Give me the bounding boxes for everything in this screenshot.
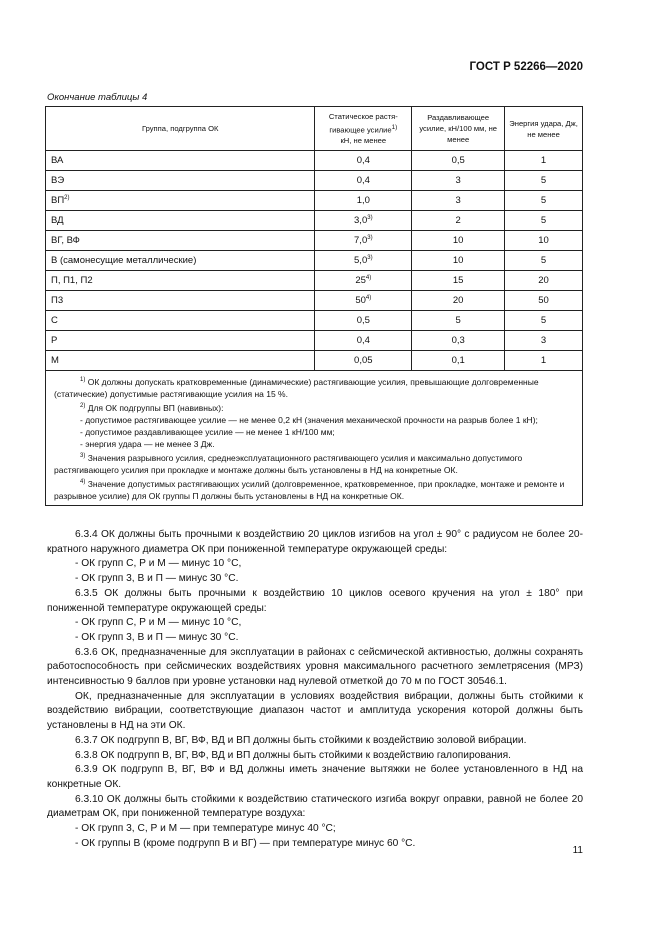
table-row — [46, 211, 583, 231]
cell-group: ВА — [46, 151, 315, 171]
paragraph-6-3-8: 6.3.8 ОК подгрупп В, ВГ, ВФ, ВД и ВП должны быть стойкими к воздействию галопирования. — [75, 749, 511, 761]
cell-crush: 20 — [412, 291, 505, 311]
table-row — [46, 191, 583, 211]
requirements-table — [45, 106, 583, 506]
cell-group: П, П1, П2 — [46, 271, 315, 291]
cell-impact: 3 — [505, 331, 583, 351]
page-number: 11 — [572, 845, 583, 856]
col-header-static-force: Статическое растя-гивающее усилие$^{1)}$ кН, не менее — [315, 107, 412, 151]
cell-crush: 3 — [412, 191, 505, 211]
cell-static: 50$^{4)}$ — [315, 291, 412, 311]
list-item: - ОК групп С, Р и М — минус 10 °С, — [75, 617, 242, 629]
table-header-row — [46, 107, 583, 151]
table-row — [46, 291, 583, 311]
cell-crush: 15 — [412, 271, 505, 291]
list-item: - ОК групп 3, В и П — минус 30 °С. — [75, 631, 239, 643]
footnote-2-item: - энергия удара — не менее 3 Дж. — [80, 439, 215, 450]
table-row — [46, 251, 583, 271]
footnote-2-item: - допустимое раздавливающее усилие — не менее 1 кН/100 мм; — [80, 427, 335, 438]
cell-group: В (самонесущие металлические) — [46, 251, 315, 271]
cell-group: П3 — [46, 291, 315, 311]
cell-impact: 10 — [505, 231, 583, 251]
cell-impact: 5 — [505, 311, 583, 331]
cell-impact: 1 — [505, 151, 583, 171]
cell-group: ВГ, ВФ — [46, 231, 315, 251]
paragraph-6-3-5: 6.3.5 ОК должны быть прочными к воздействию 10 циклов осевого кручения на угол ± 180° при пониженной температуре окружающей среды: — [47, 587, 583, 614]
list-item: - ОК групп 3, В и П — минус 30 °С. — [75, 573, 239, 585]
table-caption: Окончание таблицы 4 — [47, 92, 148, 103]
cell-group: ВП$^{2)}$ — [46, 191, 315, 211]
paragraph-6-3-9: 6.3.9 ОК подгрупп В, ВГ, ВФ и ВД должны иметь значение вытяжки не более установленного в НД на конкретные ОК. — [47, 764, 583, 790]
cell-crush: 0,5 — [412, 151, 505, 171]
body-text — [47, 528, 583, 851]
cell-static: 0,4 — [315, 171, 412, 191]
list-item: - ОК групп 3, С, Р и М — при температуре минус 40 °С; — [75, 823, 336, 835]
cell-crush: 0,1 — [412, 351, 505, 371]
paragraph-6-3-4: 6.3.4 ОК должны быть прочными к воздействию 20 циклов изгибов на угол ± 90° с радиусом не более 20-кратного наружного диаметра ОК при пониженной температуре окружающей среды: — [47, 529, 583, 555]
cell-static: 3,0$^{3)}$ — [315, 211, 412, 231]
cell-impact: 20 — [505, 271, 583, 291]
cell-crush: 2 — [412, 211, 505, 231]
table-notes-row — [46, 371, 583, 506]
cell-impact: 5 — [505, 171, 583, 191]
cell-crush: 10 — [412, 231, 505, 251]
table-row — [46, 171, 583, 191]
cell-impact: 5 — [505, 191, 583, 211]
footnote-2: $^{2)}$ Для ОК подгруппы ВП (навивных): — [80, 402, 224, 413]
footnote-3: $^{3)}$ Значения разрывного усилия, среднеэксплуатационного растягивающего усилия и максимально допустимого растягивающего усилия при прокладке и монтаже должны быть установлены в НД на конкретные ОК. — [54, 453, 523, 476]
cell-group: Р — [46, 331, 315, 351]
cell-group: ВЭ — [46, 171, 315, 191]
table-row — [46, 151, 583, 171]
list-item: - ОК групп С, Р и М — минус 10 °С, — [75, 558, 242, 570]
cell-static: 0,4 — [315, 331, 412, 351]
cell-static: 0,05 — [315, 351, 412, 371]
cell-group: ВД — [46, 211, 315, 231]
cell-impact: 5 — [505, 251, 583, 271]
cell-impact: 5 — [505, 211, 583, 231]
paragraph-6-3-7: 6.3.7 ОК подгрупп В, ВГ, ВФ, ВД и ВП должны быть стойкими к воздействию золовой вибрации. — [75, 734, 527, 746]
paragraph-6-3-10: 6.3.10 ОК должны быть стойкими к воздействию статического изгиба вокруг оправки, равной не более 20 диаметрам ОК, при пониженной температуре воздуха: — [47, 793, 583, 820]
table-footnotes — [46, 371, 583, 506]
col-header-crush-force: Раздавливающее усилие, кН/100 мм, не менее — [412, 107, 505, 151]
cell-crush: 10 — [412, 251, 505, 271]
footnote-2-item: - допустимое растягивающее усилие — не менее 0,2 кН (значения механической прочности на разрыв более 1 кН); — [80, 414, 538, 425]
footnote-1: $^{1)}$ ОК должны допускать кратковременные (динамические) растягивающие усилия, превышающие долговременные (статические) допустимые растягивающие усилия на 15 %. — [54, 376, 539, 399]
cell-static: 0,4 — [315, 151, 412, 171]
cell-group: С — [46, 311, 315, 331]
table-row — [46, 331, 583, 351]
cell-static: 7,0$^{3)}$ — [315, 231, 412, 251]
cell-impact: 1 — [505, 351, 583, 371]
footnote-4: $^{4)}$ Значение допустимых растягивающих усилий (долговременное, кратковременное, при прокладке, монтаже и ремонте и разрывное усилие) для ОК группы П должны быть установлены в НД на конкретные ОК. — [54, 479, 565, 502]
cell-impact: 50 — [505, 291, 583, 311]
table-row — [46, 231, 583, 251]
table-row — [46, 351, 583, 371]
standard-designation: ГОСТ Р 52266—2020 — [469, 61, 583, 73]
table-row — [46, 271, 583, 291]
cell-static: 25$^{4)}$ — [315, 271, 412, 291]
cell-static: 5,0$^{3)}$ — [315, 251, 412, 271]
col-header-impact-energy: Энергия удара, Дж, не менее — [505, 107, 583, 151]
cell-crush: 5 — [412, 311, 505, 331]
cell-static: 0,5 — [315, 311, 412, 331]
list-item: - ОК группы В (кроме подгрупп В и ВГ) — при температуре минус 60 °С. — [75, 837, 416, 849]
cell-crush: 3 — [412, 171, 505, 191]
cell-static: 1,0 — [315, 191, 412, 211]
paragraph-6-3-6: 6.3.6 ОК, предназначенные для эксплуатации в районах с сейсмической активностью, должны сохранять работоспособность при сейсмических воздействиях уровня максимального расчетного землетрясения (МРЗ) интенсивностью 9 баллов при уровне установки над нулевой отметкой до 70 м по ГОСТ 30546.1. — [47, 646, 583, 688]
cell-group: М — [46, 351, 315, 371]
col-header-group: Группа, подгруппа ОК — [46, 107, 315, 151]
table-row — [46, 311, 583, 331]
cell-crush: 0,3 — [412, 331, 505, 351]
paragraph-vibration: ОК, предназначенные для эксплуатации в условиях воздействия вибрации, должны быть стойкими к воздействию вибрации, соответствующие диапазон частот и амплитуда ускорения которой должны быть установлены в НД на эти ОК. — [47, 690, 583, 732]
